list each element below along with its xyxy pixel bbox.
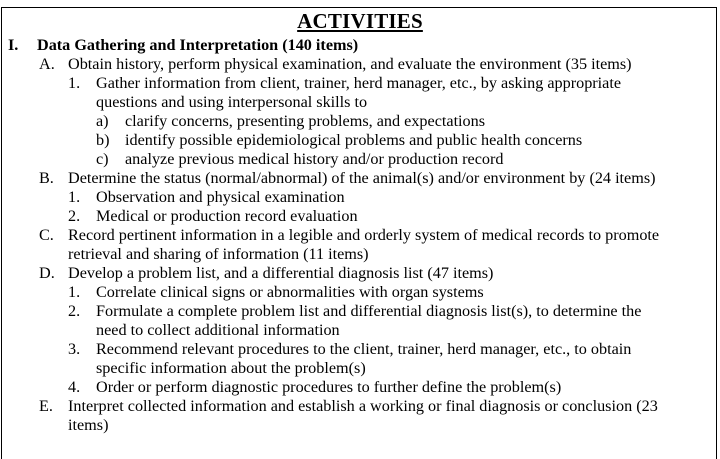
item-b-text: Determine the status (normal/abnormal) of the animal(s) and/or environment by (24 items)	[68, 169, 656, 187]
item-d2-text: Formulate a complete problem list and differential diagnosis list(s), to determine the	[96, 302, 642, 320]
item-e-text-cont: items)	[68, 416, 109, 434]
item-b1-marker: 1.	[68, 188, 81, 206]
item-a1c-text: analyze previous medical history and/or production record	[125, 150, 504, 168]
item-d2-text-cont: need to collect additional information	[96, 321, 340, 339]
item-a1a-text: clarify concerns, presenting problems, and expectations	[125, 112, 486, 130]
item-c-marker: C.	[39, 226, 54, 244]
section-marker: I.	[8, 36, 19, 54]
item-d3-text-cont: specific information about the problem(s)	[96, 359, 366, 377]
item-d1-text: Correlate clinical signs or abnormalities with organ systems	[96, 283, 484, 301]
item-a1-text: Gather information from client, trainer, herd manager, etc., by asking appropriate	[96, 74, 622, 92]
item-a1-text-cont: questions and using interpersonal skills to	[96, 93, 368, 111]
item-e-marker: E.	[39, 397, 53, 415]
item-a1a-marker: a)	[96, 112, 109, 130]
item-b2-marker: 2.	[68, 207, 81, 225]
item-c-text-cont: retrieval and sharing of information (11 items)	[68, 245, 369, 263]
item-a1b-marker: b)	[96, 131, 110, 149]
item-d-text: Develop a problem list, and a differential diagnosis list (47 items)	[68, 264, 494, 282]
page-title: ACTIVITIES	[297, 9, 423, 33]
item-b-marker: B.	[39, 169, 54, 187]
item-e-text: Interpret collected information and establish a working or final diagnosis or conclusion (23	[68, 397, 658, 415]
section-heading: Data Gathering and Interpretation (140 items)	[37, 36, 359, 54]
item-a1c-marker: c)	[96, 150, 109, 168]
item-b1-text: Observation and physical examination	[96, 188, 345, 206]
item-d4-text: Order or perform diagnostic procedures to further define the problem(s)	[96, 378, 562, 396]
item-c-text: Record pertinent information in a legible and orderly system of medical records to promote	[68, 226, 660, 244]
item-d1-marker: 1.	[68, 283, 81, 301]
item-d-marker: D.	[39, 264, 55, 282]
item-a1b-text: identify possible epidemiological problems and public health concerns	[125, 131, 583, 149]
item-a-text: Obtain history, perform physical examination, and evaluate the environment (35 items)	[68, 55, 632, 73]
item-d3-marker: 3.	[68, 340, 81, 358]
item-d2-marker: 2.	[68, 302, 81, 320]
item-b2-text: Medical or production record evaluation	[96, 207, 358, 225]
item-d3-text: Recommend relevant procedures to the client, trainer, herd manager, etc., to obtain	[96, 340, 632, 358]
item-a1-marker: 1.	[68, 74, 81, 92]
item-d4-marker: 4.	[68, 378, 81, 396]
item-a-marker: A.	[39, 55, 55, 73]
